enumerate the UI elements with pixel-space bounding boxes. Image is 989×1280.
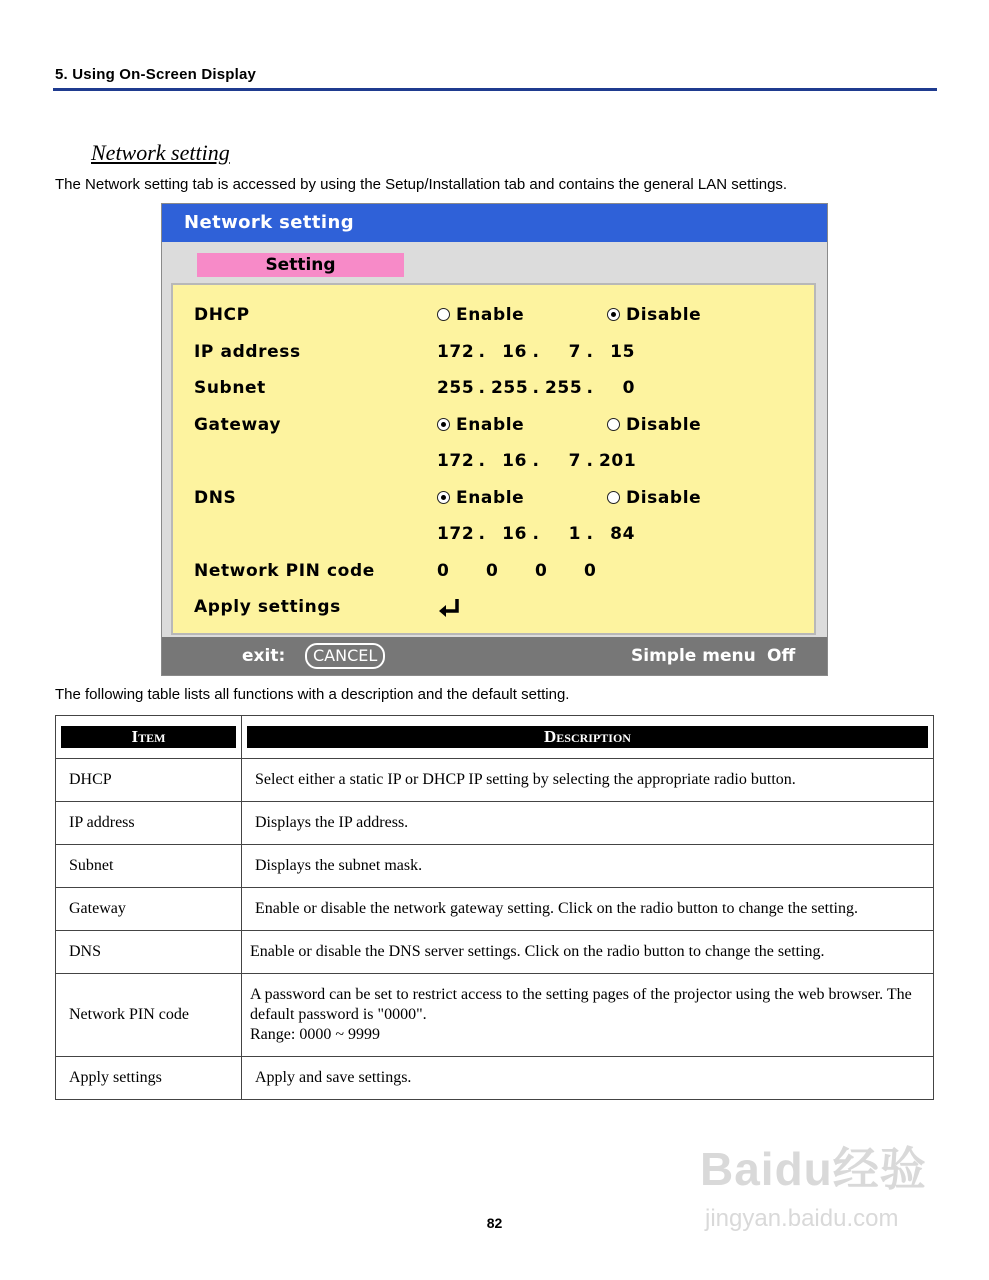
osd-settings-panel	[171, 283, 816, 635]
dns-enable-option[interactable]	[437, 488, 524, 508]
gateway-address-field[interactable]: 172 . 16 . 7 . 201	[437, 451, 637, 471]
dns-disable-label: Disable	[626, 488, 702, 508]
table-row	[56, 974, 934, 1057]
page-number: 82	[486, 1215, 503, 1231]
subnet-octet-2[interactable]: 255	[491, 378, 529, 398]
pin-digit-2[interactable]: 0	[486, 561, 499, 581]
row-description: Select either a static IP or DHCP IP setting by selecting the appropriate radio button.	[242, 759, 934, 802]
dhcp-row	[173, 305, 814, 333]
dns-disable-radio[interactable]	[607, 491, 620, 504]
subnet-octet-4[interactable]: 0	[622, 378, 635, 398]
pin-row	[173, 561, 814, 589]
dhcp-enable-option[interactable]	[437, 305, 524, 325]
gateway-disable-label: Disable	[626, 415, 702, 435]
dns-octet-1[interactable]: 172	[437, 524, 475, 544]
subnet-label: Subnet	[194, 378, 266, 398]
header-description: Description	[247, 726, 928, 748]
ip-octet-2[interactable]: 16	[502, 342, 527, 362]
row-item: Apply settings	[56, 1057, 242, 1100]
pin-field[interactable]	[437, 561, 633, 581]
tab-setting[interactable]: Setting	[197, 253, 404, 277]
subnet-row	[173, 378, 814, 406]
baidu-watermark	[700, 1133, 940, 1243]
subnet-octet-3[interactable]: 255	[545, 378, 583, 398]
dhcp-disable-label: Disable	[626, 305, 702, 325]
ip-octet-3[interactable]: 7	[568, 342, 581, 362]
row-description: Enable or disable the DNS server settings. Click on the radio button to change the setting.	[242, 931, 934, 974]
row-description: Enable or disable the network gateway setting. Click on the radio button to change the setting.	[242, 888, 934, 931]
table-row	[56, 845, 934, 888]
exit-label: exit:	[242, 646, 286, 666]
header-rule	[53, 88, 937, 91]
ip-octet-1[interactable]: 172	[437, 342, 475, 362]
dns-address-row	[173, 524, 814, 552]
osd-network-setting	[161, 203, 828, 676]
table-caption: The following table lists all functions with a description and the default setting.	[55, 686, 570, 703]
osd-footer	[162, 637, 827, 675]
row-item: DHCP	[56, 759, 242, 802]
pin-label: Network PIN code	[194, 561, 375, 581]
row-description: Displays the IP address.	[242, 802, 934, 845]
ip-address-row	[173, 342, 814, 370]
gateway-octet-3[interactable]: 7	[568, 451, 581, 471]
row-item: Network PIN code	[56, 974, 242, 1057]
table-row	[56, 1057, 934, 1100]
gateway-disable-option[interactable]	[607, 415, 701, 435]
enter-icon[interactable]	[437, 597, 463, 619]
table-header-row	[56, 716, 934, 759]
gateway-enable-option[interactable]	[437, 415, 524, 435]
section-header: 5. Using On-Screen Display	[55, 66, 257, 83]
table-row	[56, 931, 934, 974]
pin-digit-3[interactable]: 0	[535, 561, 548, 581]
watermark-url: jingyan.baidu.com	[705, 1205, 899, 1232]
gateway-octet-4[interactable]: 201	[599, 451, 637, 471]
dns-octet-4[interactable]: 84	[610, 524, 635, 544]
apply-row	[173, 597, 814, 625]
ip-address-label: IP address	[194, 342, 301, 362]
subnet-field[interactable]: 255 . 255 . 255 . 0	[437, 378, 635, 398]
header-item: Item	[61, 726, 236, 748]
dhcp-label: DHCP	[194, 305, 250, 325]
dns-disable-option[interactable]	[607, 488, 701, 508]
table-row	[56, 888, 934, 931]
row-item: Gateway	[56, 888, 242, 931]
simple-menu-value[interactable]: Off	[767, 646, 796, 666]
table-row	[56, 802, 934, 845]
osd-title: Network setting	[162, 204, 827, 242]
ip-octet-4[interactable]: 15	[610, 342, 635, 362]
functions-table	[55, 715, 934, 1100]
gateway-enable-label: Enable	[456, 415, 525, 435]
row-item: DNS	[56, 931, 242, 974]
dns-row	[173, 488, 814, 516]
watermark-logo: Baidu经验	[700, 1143, 927, 1195]
row-description: Displays the subnet mask.	[242, 845, 934, 888]
pin-digit-1[interactable]: 0	[437, 561, 450, 581]
dns-octet-2[interactable]: 16	[502, 524, 527, 544]
cancel-button[interactable]: CANCEL	[305, 643, 385, 669]
gateway-label: Gateway	[194, 415, 282, 435]
dhcp-disable-option[interactable]	[607, 305, 701, 325]
dhcp-enable-radio[interactable]	[437, 308, 450, 321]
dns-enable-radio[interactable]	[437, 491, 450, 504]
table-row	[56, 759, 934, 802]
apply-label: Apply settings	[194, 597, 341, 617]
dhcp-enable-label: Enable	[456, 305, 525, 325]
gateway-row	[173, 415, 814, 443]
dns-enable-label: Enable	[456, 488, 525, 508]
ip-address-field[interactable]: 172 . 16 . 7 . 15	[437, 342, 635, 362]
subsection-title: Network setting	[91, 140, 230, 165]
gateway-enable-radio[interactable]	[437, 418, 450, 431]
apply-button[interactable]	[437, 597, 463, 624]
dhcp-disable-radio[interactable]	[607, 308, 620, 321]
dns-label: DNS	[194, 488, 237, 508]
gateway-octet-2[interactable]: 16	[502, 451, 527, 471]
subnet-octet-1[interactable]: 255	[437, 378, 475, 398]
row-description-cell	[242, 974, 934, 1057]
intro-text: The Network setting tab is accessed by using the Setup/Installation tab and contains the general LAN settings.	[55, 176, 788, 193]
gateway-octet-1[interactable]: 172	[437, 451, 475, 471]
row-description: A password can be set to restrict access to the setting pages of the projector using the web browser. The default password is "0000".	[250, 986, 912, 1023]
row-item: IP address	[56, 802, 242, 845]
row-description: Apply and save settings.	[242, 1057, 934, 1100]
pin-digit-4[interactable]: 0	[584, 561, 597, 581]
gateway-disable-radio[interactable]	[607, 418, 620, 431]
simple-menu-label: Simple menu	[631, 646, 756, 666]
gateway-address-row	[173, 451, 814, 479]
row-description-range: Range: 0000 ~ 9999	[250, 1026, 380, 1043]
dns-octet-3[interactable]: 1	[568, 524, 581, 544]
row-item: Subnet	[56, 845, 242, 888]
dns-address-field[interactable]: 172 . 16 . 1 . 84	[437, 524, 635, 544]
